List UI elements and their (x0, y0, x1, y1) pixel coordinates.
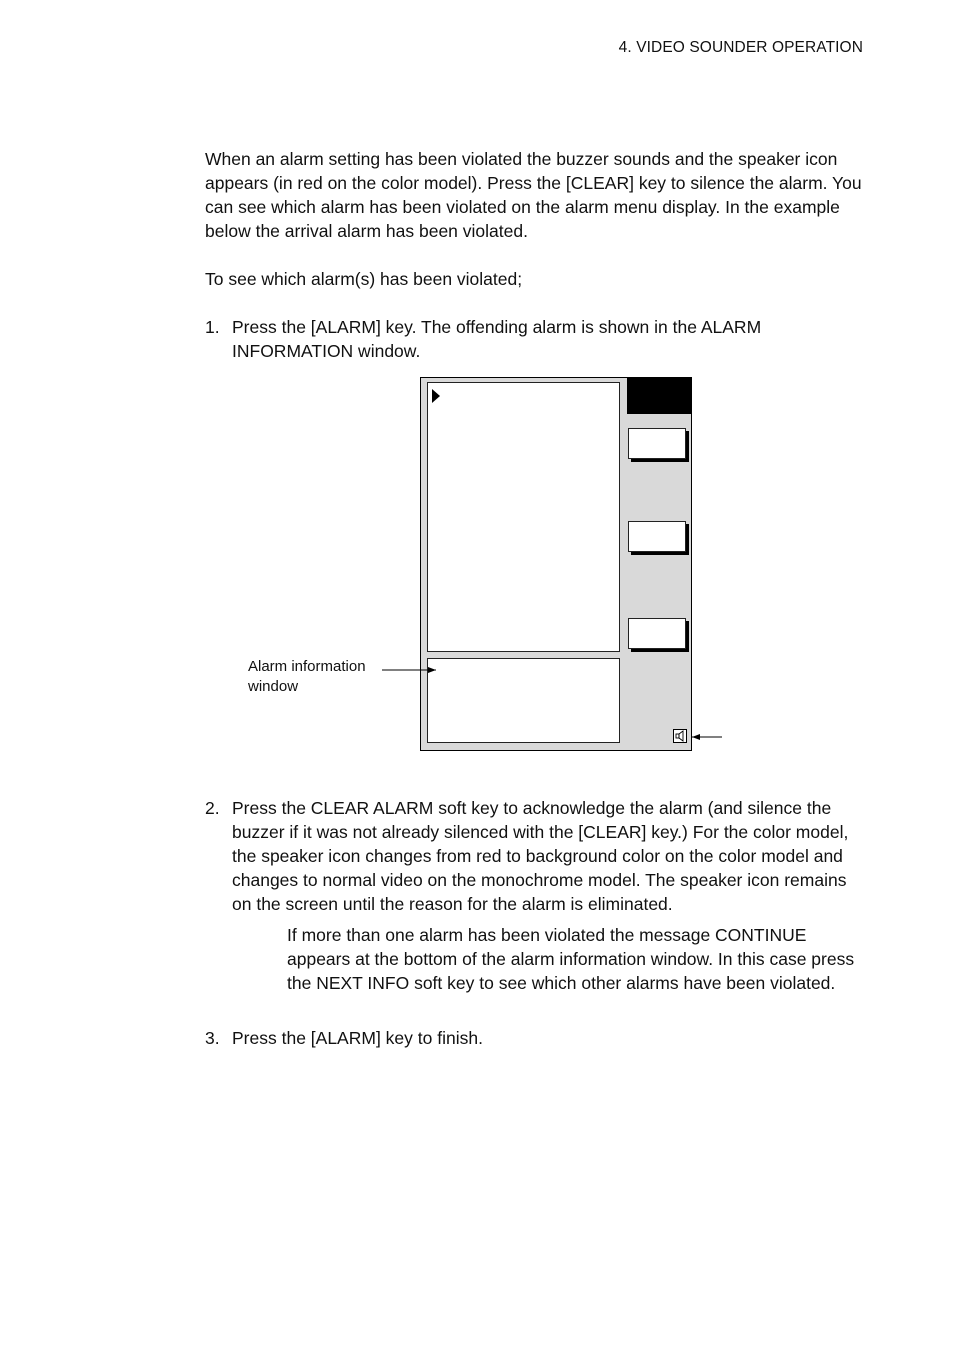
step-number: 3. (205, 1028, 220, 1048)
step-3 (205, 1026, 870, 1050)
intro-paragraph: When an alarm setting has been violated the buzzer sounds and the speaker icon appears (in red on the color model). Press the [CLEAR] key to silence the alarm. You can see which alarm has been violated on the alarm menu display. In the example below the arrival alarm has been violated. (205, 149, 862, 241)
step-text: Press the CLEAR ALARM soft key to acknowledge the alarm (and silence the buzzer if it was not already silenced with the [CLEAR] key.) For the color model, the speaker icon changes from red to background color on the color model and changes to normal video on the monochrome model. The speaker icon remains on the screen until the reason for the alarm is eliminated. (232, 798, 849, 914)
step-text: Press the [ALARM] key. The offending alarm is shown in the ALARM INFORMATION window. (232, 317, 762, 361)
lead-in-text: To see which alarm(s) has been violated; (205, 269, 523, 289)
step-number: 1. (205, 317, 220, 337)
note-paragraph: If more than one alarm has been violated the message CONTINUE appears at the bottom of the alarm information window. In this case press the NEXT INFO soft key to see which other alarms have been violated. (287, 925, 855, 993)
section-header: 4. VIDEO SOUNDER OPERATION (618, 39, 863, 56)
step-text: Press the [ALARM] key to finish. (232, 1028, 483, 1048)
step-number: 2. (205, 798, 220, 818)
step-2 (205, 796, 870, 916)
alarm-information-label: Alarm information window (248, 658, 366, 695)
